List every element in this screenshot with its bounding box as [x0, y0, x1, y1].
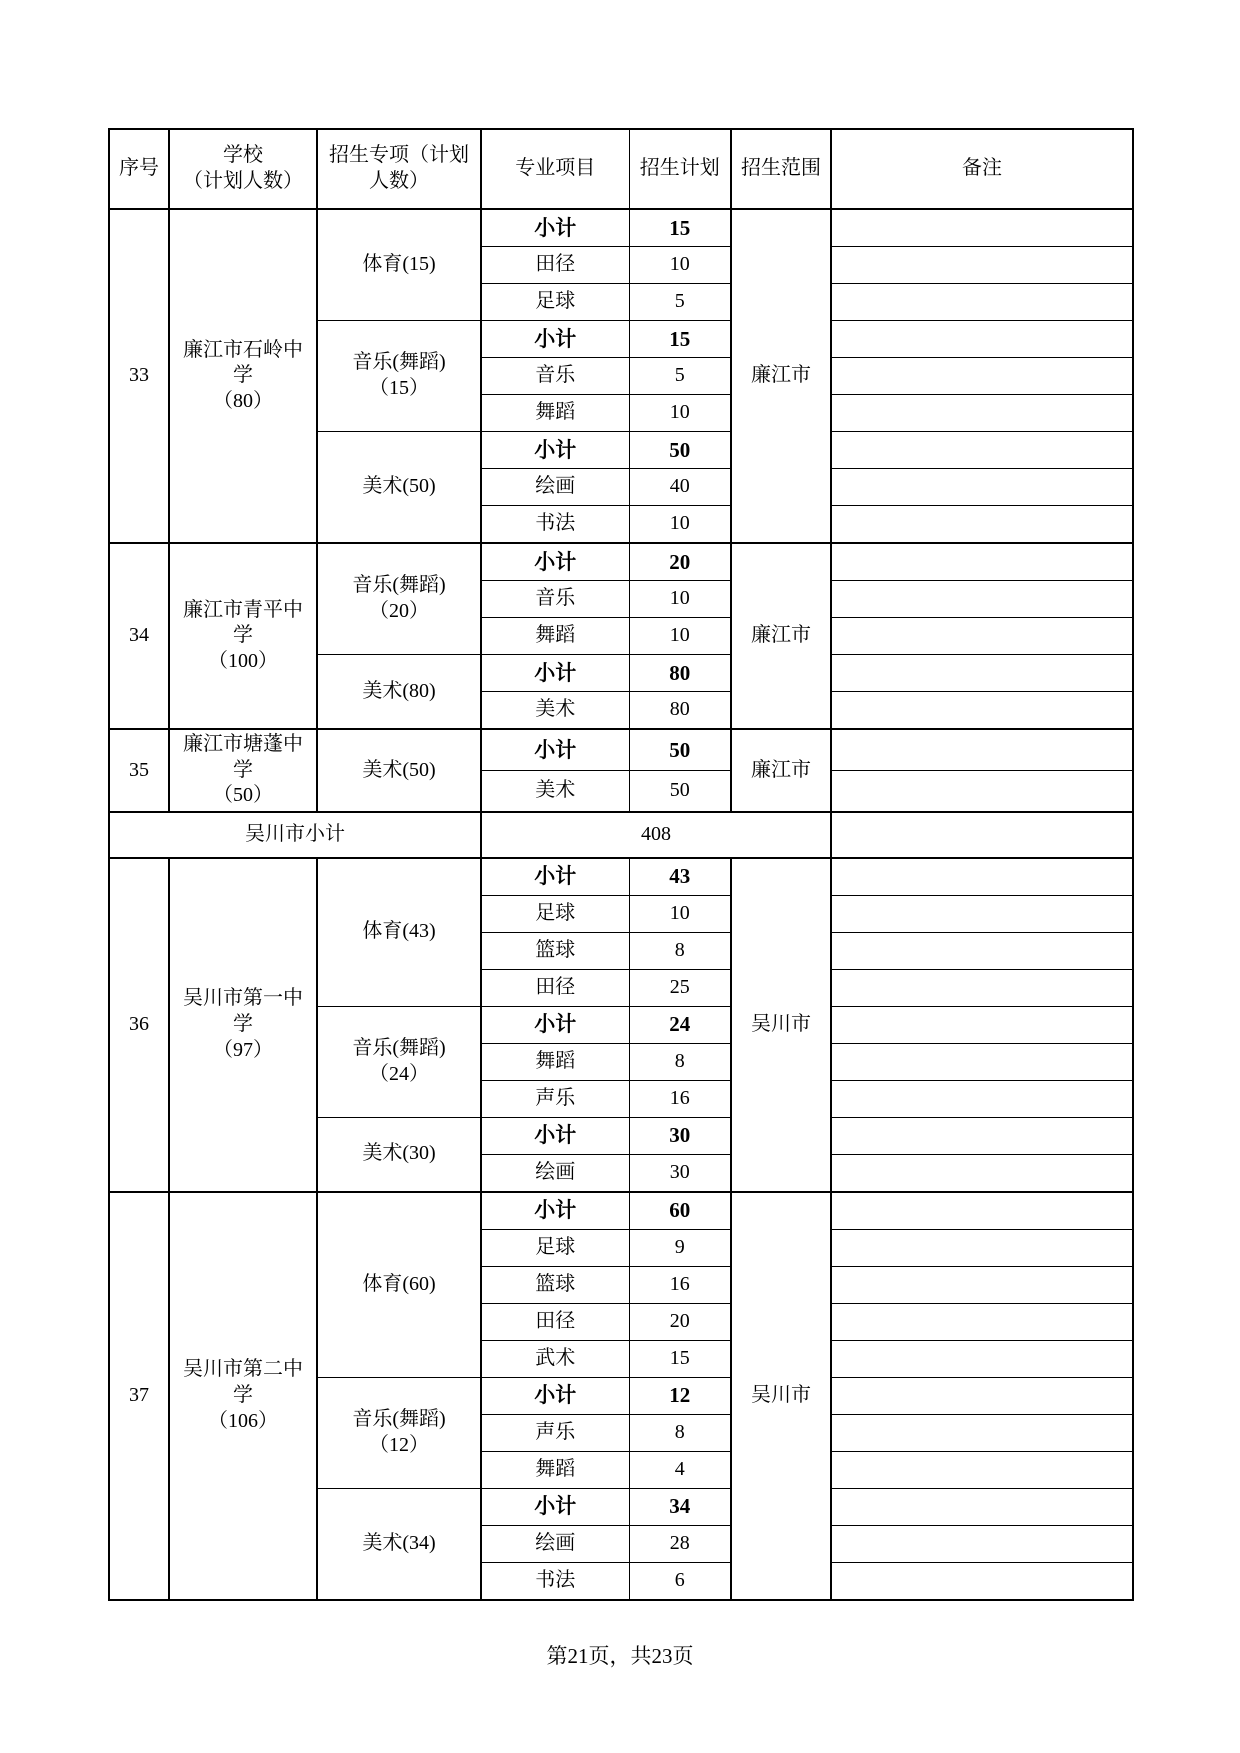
row-school: [169, 729, 317, 812]
row-quota: 60: [629, 1192, 731, 1230]
row-program-line1: 体育(43): [362, 920, 436, 943]
row-quota: 8: [629, 932, 731, 969]
row-program: [317, 321, 481, 432]
row-quota: 40: [629, 469, 731, 506]
row-remark: [831, 1451, 1133, 1488]
row-quota: 50: [629, 770, 731, 811]
row-remark: [831, 932, 1133, 969]
row-item: 小计: [481, 1117, 629, 1154]
row-item: 舞蹈: [481, 1451, 629, 1488]
row-quota: 20: [629, 543, 731, 581]
row-seq: 36: [109, 858, 169, 1192]
table-row: [109, 729, 1133, 770]
row-program: [317, 1192, 481, 1378]
row-quota: 80: [629, 655, 731, 692]
row-quota: 30: [629, 1117, 731, 1154]
row-quota: 10: [629, 506, 731, 544]
table-header-row: [109, 129, 1133, 209]
row-scope: 廉江市: [731, 209, 831, 543]
row-remark: [831, 770, 1133, 811]
row-quota: 5: [629, 358, 731, 395]
row-school: [169, 858, 317, 1192]
row-remark: [831, 692, 1133, 730]
row-school: [169, 543, 317, 729]
header-school: [169, 129, 317, 209]
row-item: 小计: [481, 543, 629, 581]
header-item: 专业项目: [481, 129, 629, 209]
row-item: 田径: [481, 247, 629, 284]
row-item: 篮球: [481, 1266, 629, 1303]
row-remark: [831, 1117, 1133, 1154]
row-program-line2: （15）: [369, 377, 429, 399]
row-remark: [831, 358, 1133, 395]
row-school-name: 吴川市第一中学: [183, 987, 303, 1035]
row-item: 绘画: [481, 469, 629, 506]
row-quota: 10: [629, 895, 731, 932]
row-remark: [831, 618, 1133, 655]
row-quota: 30: [629, 1154, 731, 1192]
row-remark: [831, 1414, 1133, 1451]
row-remark: [831, 895, 1133, 932]
header-quota: 招生计划: [629, 129, 731, 209]
table-header: [109, 129, 1133, 209]
group-subtotal-label: 吴川市小计: [109, 812, 481, 858]
row-item: 美术: [481, 770, 629, 811]
row-item: 田径: [481, 1303, 629, 1340]
header-program-line2: 人数）: [369, 170, 429, 192]
row-program-line2: （20）: [369, 600, 429, 622]
row-remark: [831, 729, 1133, 770]
row-item: 音乐: [481, 581, 629, 618]
row-seq: 33: [109, 209, 169, 543]
row-program: [317, 858, 481, 1007]
row-remark: [831, 1006, 1133, 1043]
row-remark: [831, 432, 1133, 469]
row-school: [169, 209, 317, 543]
row-remark: [831, 1377, 1133, 1414]
row-item: 绘画: [481, 1154, 629, 1192]
table-body: [109, 209, 1133, 1600]
row-program: [317, 432, 481, 544]
row-item: 小计: [481, 321, 629, 358]
row-remark: [831, 1525, 1133, 1562]
row-scope: 吴川市: [731, 858, 831, 1192]
row-school-name: 吴川市第二中学: [183, 1358, 303, 1406]
row-item: 小计: [481, 432, 629, 469]
header-program-line1: 招生专项（计划: [329, 144, 469, 167]
row-program: [317, 1377, 481, 1488]
row-quota: 15: [629, 321, 731, 358]
row-scope: 廉江市: [731, 729, 831, 812]
row-item: 舞蹈: [481, 395, 629, 432]
row-remark: [831, 1562, 1133, 1600]
row-program-line1: 美术(30): [362, 1142, 436, 1165]
row-remark: [831, 284, 1133, 321]
row-quota: 25: [629, 969, 731, 1006]
row-quota: 15: [629, 209, 731, 247]
row-quota: 10: [629, 618, 731, 655]
page-footer: 第21页，共23页: [546, 1644, 694, 1668]
row-quota: 50: [629, 729, 731, 770]
row-school-name: 廉江市石岭中学: [183, 338, 303, 387]
row-item: 声乐: [481, 1414, 629, 1451]
row-quota: 10: [629, 247, 731, 284]
row-quota: 5: [629, 284, 731, 321]
row-program-line1: 音乐(舞蹈): [352, 574, 446, 597]
row-quota: 6: [629, 1562, 731, 1600]
row-program-line1: 音乐(舞蹈): [352, 1037, 446, 1060]
row-remark: [831, 1229, 1133, 1266]
table-row: [109, 858, 1133, 896]
row-program-line1: 体育(15): [362, 253, 436, 276]
row-remark: [831, 247, 1133, 284]
row-remark: [831, 1340, 1133, 1377]
row-quota: 50: [629, 432, 731, 469]
row-remark: [831, 1488, 1133, 1525]
row-seq: 35: [109, 729, 169, 812]
row-program-line1: 美术(34): [362, 1531, 436, 1554]
row-remark: [831, 1154, 1133, 1192]
header-scope: 招生范围: [731, 129, 831, 209]
row-item: 书法: [481, 506, 629, 544]
row-item: 美术: [481, 692, 629, 730]
row-item: 篮球: [481, 932, 629, 969]
row-scope: 吴川市: [731, 1192, 831, 1600]
row-quota: 8: [629, 1414, 731, 1451]
row-program-line1: 音乐(舞蹈): [352, 1408, 446, 1431]
row-remark: [831, 858, 1133, 896]
row-remark: [831, 395, 1133, 432]
row-quota: 28: [629, 1525, 731, 1562]
row-quota: 10: [629, 395, 731, 432]
row-item: 足球: [481, 284, 629, 321]
row-program: [317, 729, 481, 812]
row-item: 舞蹈: [481, 618, 629, 655]
row-remark: [831, 581, 1133, 618]
row-item: 小计: [481, 209, 629, 247]
row-quota: 15: [629, 1340, 731, 1377]
row-quota: 10: [629, 581, 731, 618]
group-subtotal-value: 408: [481, 812, 831, 858]
row-program-line2: （12）: [369, 1433, 429, 1456]
row-school-name: 廉江市青平中学: [183, 598, 303, 647]
row-program-line1: 体育(60): [362, 1272, 436, 1295]
row-item: 绘画: [481, 1525, 629, 1562]
table-row: [109, 1192, 1133, 1230]
header-seq: 序号: [109, 129, 169, 209]
row-item: 小计: [481, 1006, 629, 1043]
row-program: [317, 1006, 481, 1117]
row-remark: [831, 1266, 1133, 1303]
row-item: 武术: [481, 1340, 629, 1377]
row-remark: [831, 969, 1133, 1006]
row-quota: 8: [629, 1043, 731, 1080]
row-school-name: 廉江市塘蓬中学: [183, 733, 303, 781]
row-seq: 37: [109, 1192, 169, 1600]
row-seq: 34: [109, 543, 169, 729]
row-program: [317, 655, 481, 730]
row-scope: 廉江市: [731, 543, 831, 729]
enrollment-plan-table: [108, 128, 1134, 1601]
row-remark: [831, 543, 1133, 581]
row-item: 小计: [481, 1192, 629, 1230]
row-program-line1: 音乐(舞蹈): [352, 351, 446, 374]
header-school-line1: 学校: [223, 144, 263, 167]
table-row: [109, 543, 1133, 581]
row-item: 小计: [481, 729, 629, 770]
row-school: [169, 1192, 317, 1600]
row-item: 小计: [481, 858, 629, 896]
row-item: 小计: [481, 1377, 629, 1414]
row-quota: 16: [629, 1080, 731, 1117]
row-remark: [831, 1192, 1133, 1230]
row-remark: [831, 1303, 1133, 1340]
enrollment-table-wrapper: [108, 128, 1132, 1601]
row-program-line1: 美术(80): [362, 679, 436, 702]
row-remark: [831, 469, 1133, 506]
row-item: 音乐: [481, 358, 629, 395]
header-school-line2: （计划人数）: [183, 170, 303, 192]
row-program-line2: （24）: [369, 1062, 429, 1085]
row-school-count: （80）: [213, 389, 273, 412]
row-program: [317, 1488, 481, 1600]
header-remark: 备注: [831, 129, 1133, 209]
row-remark: [831, 506, 1133, 544]
row-remark: [831, 1043, 1133, 1080]
row-school-count: （97）: [213, 1038, 273, 1061]
row-program-line1: 美术(50): [362, 475, 436, 498]
row-item: 足球: [481, 895, 629, 932]
row-remark: [831, 209, 1133, 247]
row-remark: [831, 321, 1133, 358]
table-row: [109, 209, 1133, 247]
row-quota: 9: [629, 1229, 731, 1266]
row-remark: [831, 1080, 1133, 1117]
row-item: 舞蹈: [481, 1043, 629, 1080]
row-item: 小计: [481, 1488, 629, 1525]
row-item: 小计: [481, 655, 629, 692]
row-quota: 16: [629, 1266, 731, 1303]
group-subtotal-remark: [831, 812, 1133, 858]
row-quota: 24: [629, 1006, 731, 1043]
row-school-count: （106）: [208, 1409, 278, 1432]
row-quota: 12: [629, 1377, 731, 1414]
row-quota: 43: [629, 858, 731, 896]
row-quota: 4: [629, 1451, 731, 1488]
row-item: 声乐: [481, 1080, 629, 1117]
row-program: [317, 209, 481, 321]
row-quota: 20: [629, 1303, 731, 1340]
header-program: [317, 129, 481, 209]
group-subtotal-row: [109, 812, 1133, 858]
row-quota: 34: [629, 1488, 731, 1525]
row-item: 书法: [481, 1562, 629, 1600]
row-program: [317, 543, 481, 655]
row-item: 足球: [481, 1229, 629, 1266]
row-remark: [831, 655, 1133, 692]
row-school-count: （100）: [208, 649, 278, 672]
row-school-count: （50）: [213, 784, 273, 807]
row-item: 田径: [481, 969, 629, 1006]
row-quota: 80: [629, 692, 731, 730]
row-program: [317, 1117, 481, 1192]
row-program-line1: 美术(50): [362, 758, 436, 781]
